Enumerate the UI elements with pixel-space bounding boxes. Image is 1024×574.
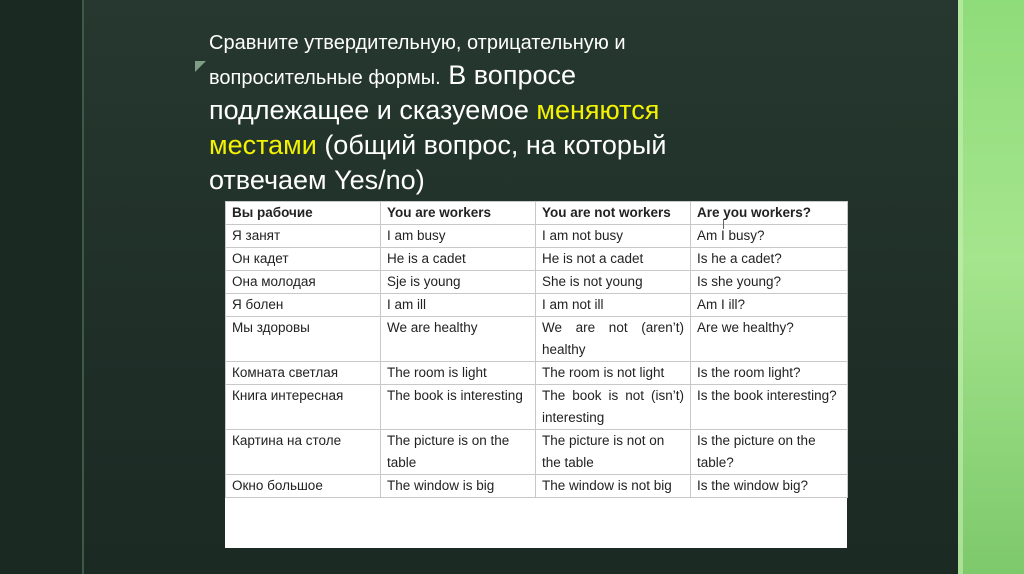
table-cell: Are we healthy? <box>691 317 848 362</box>
table-row <box>226 225 848 248</box>
grammar-table <box>225 201 848 498</box>
table-cell: Книга интересная <box>226 385 381 430</box>
table-cell: Я занят <box>226 225 381 248</box>
table-header-cell: Вы рабочие <box>226 202 381 225</box>
table-cell: Я болен <box>226 294 381 317</box>
left-decor-divider <box>82 0 84 574</box>
table-header-cell: You are workers <box>381 202 536 225</box>
table-cell: I am not busy <box>536 225 691 248</box>
table-cell: Is the window big? <box>691 475 848 498</box>
table-cell: I am not ill <box>536 294 691 317</box>
table-row <box>226 385 848 430</box>
title-line-4-text: (общий вопрос, на который <box>316 130 667 160</box>
left-decor-band <box>0 0 82 574</box>
table-row <box>226 271 848 294</box>
table-header-row <box>226 202 848 225</box>
table-cell: I am busy <box>381 225 536 248</box>
table-cell: Is the book interesting? <box>691 385 848 430</box>
table-cell: The window is not big <box>536 475 691 498</box>
table-cell: The book is not (isn’t) interesting <box>536 385 691 430</box>
table-header-cell: You are not workers <box>536 202 691 225</box>
table-cell: Is she young? <box>691 271 848 294</box>
table-cell: Sje is young <box>381 271 536 294</box>
title-line-3 <box>209 93 949 128</box>
title-line-3-text: подлежащее и сказуемое <box>209 95 537 125</box>
right-decor-band <box>958 0 1024 574</box>
table-cell: Комната светлая <box>226 362 381 385</box>
table-cell: Она молодая <box>226 271 381 294</box>
table-row <box>226 475 848 498</box>
grammar-table-container <box>225 201 847 548</box>
table-cell: Am I busy? <box>691 225 848 248</box>
table-cell: The picture is on the table <box>381 430 536 475</box>
text-cursor-icon <box>723 219 726 229</box>
bullet-arrow-icon <box>195 61 206 72</box>
table-cell: The window is big <box>381 475 536 498</box>
title-line-5: отвечаем Yes/no) <box>209 165 425 195</box>
slide-title <box>209 29 949 198</box>
table-cell: The book is interesting <box>381 385 536 430</box>
title-line-2 <box>209 58 949 93</box>
table-cell: He is a cadet <box>381 248 536 271</box>
table-header-cell: Are you workers? <box>691 202 848 225</box>
table-cell: Is the room light? <box>691 362 848 385</box>
table-cell: We are healthy <box>381 317 536 362</box>
title-line-2-small: вопросительные формы. <box>209 67 441 89</box>
table-cell: Он кадет <box>226 248 381 271</box>
table-row <box>226 248 848 271</box>
table-cell: The room is not light <box>536 362 691 385</box>
title-line-1: Сравните утвердительную, отрицательную и <box>209 32 626 54</box>
title-line-2-big: В вопросе <box>440 60 576 90</box>
table-cell: Am I ill? <box>691 294 848 317</box>
title-highlight-2: местами <box>209 130 317 160</box>
table-row <box>226 294 848 317</box>
table-cell: Мы здоровы <box>226 317 381 362</box>
table-cell: Is the picture on the table? <box>691 430 848 475</box>
table-cell: He is not a cadet <box>536 248 691 271</box>
table-cell: Is he a cadet? <box>691 248 848 271</box>
table-cell: I am ill <box>381 294 536 317</box>
table-cell: The picture is not on the table <box>536 430 691 475</box>
table-row <box>226 317 848 362</box>
table-row <box>226 362 848 385</box>
table-row <box>226 430 848 475</box>
table-cell: Окно большое <box>226 475 381 498</box>
title-line-4 <box>209 128 949 163</box>
table-cell: We are not (aren’t) healthy <box>536 317 691 362</box>
table-cell: The room is light <box>381 362 536 385</box>
title-highlight-1: меняются <box>536 95 660 125</box>
table-cell: She is not young <box>536 271 691 294</box>
table-cell: Картина на столе <box>226 430 381 475</box>
